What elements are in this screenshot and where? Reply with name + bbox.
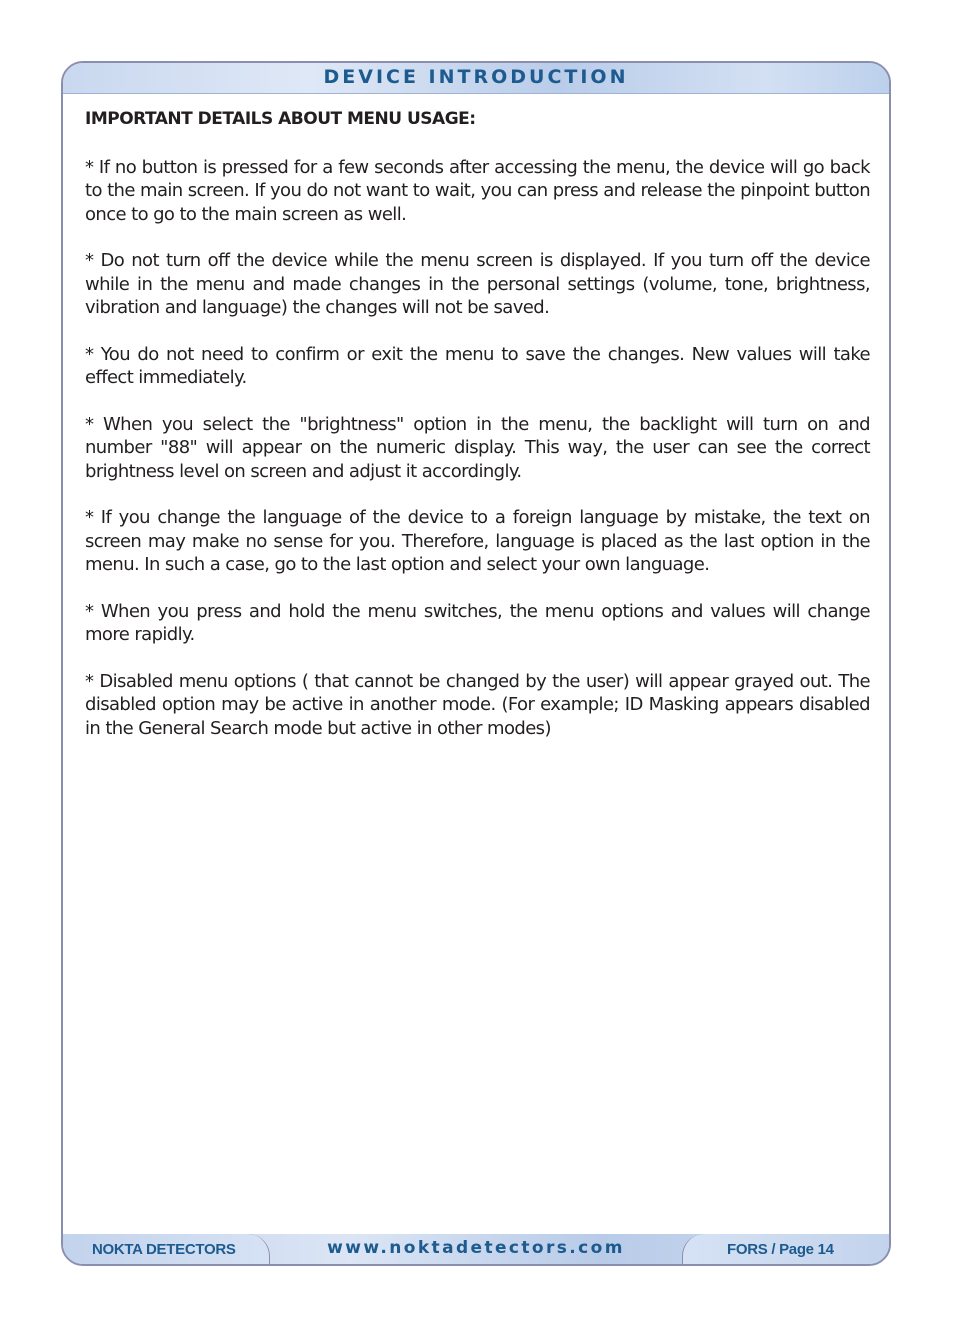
- page-number: FORS / Page 14: [727, 1241, 834, 1258]
- paragraph-auto-save: * You do not need to confirm or exit the menu to save the changes. New values will take effect immediately.: [85, 343, 870, 388]
- brand-name: NOKTA DETECTORS: [92, 1241, 236, 1258]
- paragraph-menu-timeout: * If no button is pressed for a few seconds after accessing the menu, the device will go back to the main screen. If you do not want to wait, you can press and release the pinpoint button once to go to the main screen as well.: [85, 156, 870, 225]
- page-title: DEVICE INTRODUCTION: [323, 66, 629, 88]
- header-band: [63, 63, 889, 94]
- paragraph-disabled-options: * Disabled menu options ( that cannot be changed by the user) will appear grayed out. The disabled option may be active in another mode. (For example; ID Masking appears disabled in the General Search mode but active in other modes): [85, 670, 870, 739]
- content-area: [85, 108, 870, 763]
- footer-band: [63, 1234, 889, 1264]
- footer-right-tab: [682, 1234, 889, 1264]
- paragraph-turn-off-warning: * Do not turn off the device while the menu screen is displayed. If you turn off the device while in the menu and made changes in the personal settings (volume, tone, brightness, vibration and language) the changes will not be saved.: [85, 250, 870, 318]
- section-heading: IMPORTANT DETAILS ABOUT MENU USAGE:: [85, 109, 476, 129]
- website-link[interactable]: www.noktadetectors.com: [327, 1238, 625, 1258]
- paragraph-language: * If you change the language of the device to a foreign language by mistake, the text on screen may make no sense for you. Therefore, language is placed as the last option in the menu. In such a case, go to the last option and select your own language.: [85, 507, 870, 575]
- page-frame: [61, 61, 891, 1266]
- paragraph-press-hold: * When you press and hold the menu switches, the menu options and values will change more rapidly.: [85, 600, 870, 645]
- paragraph-brightness: * When you select the "brightness" option in the menu, the backlight will turn on and number "88" will appear on the numeric display. This way, the user can see the correct brightness level on screen and adjust it accordingly.: [85, 413, 870, 482]
- footer-left-tab: [63, 1234, 270, 1264]
